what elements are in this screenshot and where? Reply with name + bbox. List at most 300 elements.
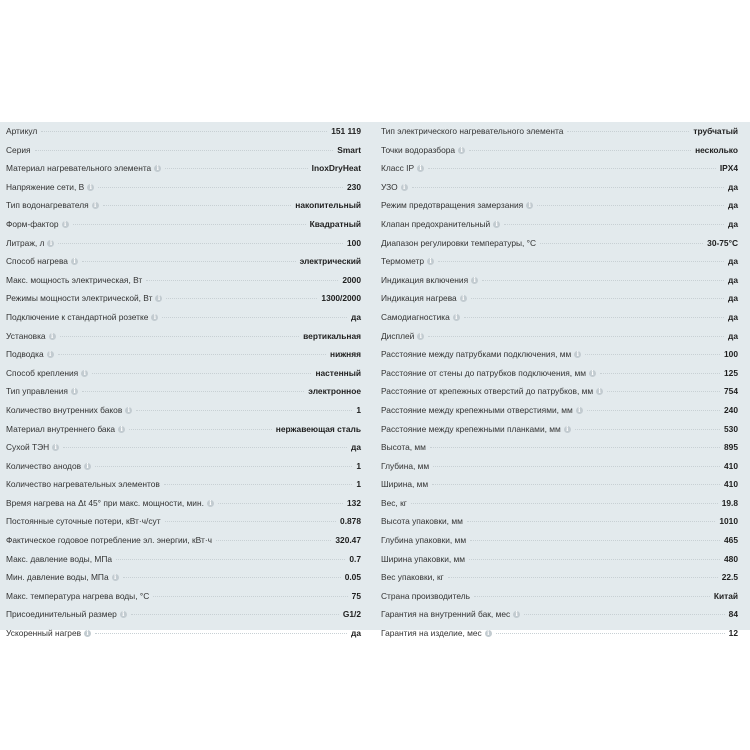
info-icon[interactable]: i: [120, 611, 127, 618]
spec-value: G1/2: [342, 609, 361, 620]
spec-row: [381, 382, 738, 401]
spec-label: [6, 159, 161, 178]
spec-label: [6, 382, 78, 401]
spec-label: [6, 457, 91, 476]
spec-value: 12: [728, 628, 738, 639]
spec-label: [381, 438, 426, 457]
dotted-leader: [438, 261, 724, 263]
spec-label: [381, 271, 478, 290]
dotted-leader: [136, 410, 352, 412]
spec-row: [6, 345, 361, 364]
spec-label: [381, 364, 596, 383]
spec-row: [381, 159, 738, 178]
spec-row: [6, 475, 361, 494]
info-icon[interactable]: i: [427, 258, 434, 265]
spec-label-text: Высота, мм: [381, 442, 426, 453]
spec-label-text: Клапан предохранительный: [381, 218, 491, 229]
dotted-leader: [129, 429, 272, 431]
spec-value: 100: [347, 237, 361, 248]
spec-label-text: Самодиагностика: [381, 311, 450, 322]
spec-label-text: Класс IP: [381, 163, 415, 174]
spec-label: [381, 234, 536, 253]
spec-label-text: Тип управления: [6, 386, 68, 397]
info-icon[interactable]: i: [47, 240, 54, 247]
spec-label: [381, 327, 424, 346]
spec-row: [381, 308, 738, 327]
spec-row: [6, 196, 361, 215]
spec-label: [381, 252, 434, 271]
spec-label-text: Глубина, мм: [381, 460, 430, 471]
spec-row: [6, 178, 361, 197]
info-icon[interactable]: i: [84, 630, 91, 637]
dotted-leader: [60, 336, 299, 338]
dotted-leader: [575, 429, 720, 431]
spec-row: [381, 364, 738, 383]
spec-label-text: Расстояние между крепежными отверстиями, мм: [381, 404, 573, 415]
dotted-leader: [474, 596, 710, 598]
spec-value: электрический: [299, 256, 361, 267]
dotted-leader: [496, 633, 725, 635]
spec-label-text: Количество нагревательных элементов: [6, 479, 160, 490]
spec-value: 480: [724, 553, 738, 564]
spec-label: [6, 289, 162, 308]
spec-label: [381, 457, 429, 476]
spec-value: да: [351, 442, 361, 453]
spec-value: 100: [724, 349, 738, 360]
spec-label-text: Фактическое годовое потребление эл. энергии, кВт·ч: [6, 535, 212, 546]
spec-row: [381, 401, 738, 420]
spec-row: [6, 252, 361, 271]
spec-label: [6, 327, 56, 346]
dotted-leader: [504, 224, 724, 226]
spec-label-text: Постоянные суточные потери, кВт·ч/сут: [6, 516, 161, 527]
info-icon[interactable]: i: [71, 388, 78, 395]
spec-label-text: Тип электрического нагревательного элемента: [381, 126, 564, 136]
spec-value: 132: [347, 497, 361, 508]
spec-label-text: Мин. давление воды, МПа: [6, 572, 109, 583]
info-icon[interactable]: i: [87, 184, 94, 191]
spec-value: 84: [728, 609, 738, 620]
spec-row: [6, 512, 361, 531]
spec-label: [381, 550, 465, 569]
dotted-leader: [537, 205, 724, 207]
spec-value: 22.5: [721, 572, 738, 583]
spec-row: [6, 308, 361, 327]
spec-value: 1: [356, 460, 361, 471]
dotted-leader: [218, 503, 343, 505]
spec-label: [6, 568, 119, 587]
spec-value: 895: [724, 442, 738, 453]
spec-row: [6, 605, 361, 624]
info-icon[interactable]: i: [125, 407, 132, 414]
spec-value: 1: [356, 479, 361, 490]
spec-label: [381, 605, 520, 624]
spec-row: [381, 122, 738, 141]
spec-row: [6, 141, 361, 160]
spec-row: [381, 624, 738, 643]
spec-row: [381, 289, 738, 308]
spec-label: [381, 159, 424, 178]
spec-row: [6, 531, 361, 550]
spec-row: [381, 550, 738, 569]
spec-label-text: УЗО: [381, 181, 398, 192]
spec-value: 151 119: [331, 126, 361, 136]
spec-label-text: Макс. мощность электрическая, Вт: [6, 274, 143, 285]
spec-label: [381, 475, 428, 494]
spec-value: 1300/2000: [321, 293, 361, 304]
spec-value: 410: [724, 479, 738, 490]
spec-label: [6, 196, 99, 215]
spec-value: несколько: [695, 144, 738, 155]
spec-label: [6, 605, 127, 624]
spec-label-text: Форм-фактор: [6, 218, 59, 229]
dotted-leader: [95, 466, 352, 468]
spec-row: [6, 550, 361, 569]
dotted-leader: [162, 317, 347, 319]
dotted-leader: [166, 298, 317, 300]
spec-label-text: Литраж, л: [6, 237, 45, 248]
spec-label-text: Подводка: [6, 349, 44, 360]
info-icon[interactable]: i: [154, 165, 161, 172]
spec-label: [6, 550, 112, 569]
dotted-leader: [35, 150, 333, 152]
dotted-leader: [567, 131, 689, 133]
spec-label-text: Режимы мощности электрической, Вт: [6, 293, 153, 304]
info-icon[interactable]: i: [576, 407, 583, 414]
spec-label: [6, 364, 88, 383]
dotted-leader: [524, 614, 725, 616]
dotted-leader: [92, 373, 311, 375]
spec-value: 1010: [719, 516, 738, 527]
dotted-leader: [585, 354, 720, 356]
spec-label-text: Гарантия на изделие, мес: [381, 628, 482, 639]
spec-row: [6, 420, 361, 439]
info-icon[interactable]: i: [526, 202, 533, 209]
dotted-leader: [411, 503, 718, 505]
dotted-leader: [471, 298, 724, 300]
spec-label: [6, 420, 125, 439]
dotted-leader: [412, 187, 724, 189]
spec-label-text: Расстояние между патрубками подключения, мм: [381, 349, 572, 360]
spec-row: [6, 457, 361, 476]
spec-row: [381, 252, 738, 271]
spec-row: [381, 438, 738, 457]
dotted-leader: [433, 466, 720, 468]
spec-label-text: Серия: [6, 144, 31, 155]
dotted-leader: [82, 391, 304, 393]
spec-label-text: Способ крепления: [6, 367, 79, 378]
dotted-leader: [600, 373, 720, 375]
spec-row: [6, 122, 361, 141]
info-icon[interactable]: i: [574, 351, 581, 358]
spec-label-text: Способ нагрева: [6, 256, 68, 267]
spec-value: нержавеющая сталь: [275, 423, 361, 434]
spec-label-text: Ускоренный нагрев: [6, 628, 82, 639]
info-icon[interactable]: i: [49, 333, 56, 340]
spec-value: InoxDryHeat: [311, 163, 361, 174]
spec-value: да: [728, 181, 738, 192]
info-icon[interactable]: i: [471, 277, 478, 284]
spec-label: [6, 475, 160, 494]
spec-label-text: Материал нагревательного элемента: [6, 163, 152, 174]
spec-label-text: Подключение к стандартной розетке: [6, 311, 149, 322]
spec-row: [381, 512, 738, 531]
info-icon[interactable]: i: [513, 611, 520, 618]
info-icon[interactable]: i: [118, 426, 125, 433]
spec-value: 410: [724, 460, 738, 471]
info-icon[interactable]: i: [112, 574, 119, 581]
spec-row: [6, 568, 361, 587]
spec-value: да: [728, 311, 738, 322]
spec-value: 125: [724, 367, 738, 378]
dotted-leader: [58, 354, 326, 356]
dotted-leader: [607, 391, 720, 393]
spec-row: [381, 420, 738, 439]
spec-row: [6, 289, 361, 308]
spec-row: [381, 215, 738, 234]
spec-label: [381, 141, 465, 160]
specs-column-left: [6, 122, 361, 643]
spec-label-text: Диапазон регулировки температуры, °С: [381, 237, 537, 248]
info-icon[interactable]: i: [155, 295, 162, 302]
dotted-leader: [73, 224, 306, 226]
spec-label-text: Высота упаковки, мм: [381, 516, 463, 527]
info-icon[interactable]: i: [589, 370, 596, 377]
dotted-leader: [467, 521, 715, 523]
spec-value: 0.878: [340, 516, 361, 527]
spec-row: [381, 271, 738, 290]
spec-row: [6, 364, 361, 383]
spec-row: [6, 327, 361, 346]
dotted-leader: [95, 633, 347, 635]
spec-row: [6, 382, 361, 401]
dotted-leader: [165, 168, 308, 170]
spec-label: [6, 122, 37, 141]
spec-value: трубчатый: [693, 126, 738, 136]
spec-value: да: [728, 274, 738, 285]
spec-label: [6, 438, 59, 457]
spec-label-text: Присоединительный размер: [6, 609, 117, 620]
info-icon[interactable]: i: [417, 333, 424, 340]
dotted-leader: [164, 484, 352, 486]
spec-label: [6, 531, 212, 550]
dotted-leader: [464, 317, 724, 319]
spec-label: [381, 401, 583, 420]
spec-label-text: Артикул: [6, 126, 38, 136]
spec-label: [6, 494, 214, 513]
info-icon[interactable]: i: [596, 388, 603, 395]
spec-label: [6, 587, 149, 606]
dotted-leader: [540, 243, 703, 245]
spec-value: 0.05: [344, 572, 361, 583]
spec-value: Квадратный: [309, 218, 361, 229]
spec-label: [6, 308, 158, 327]
spec-row: [6, 159, 361, 178]
dotted-leader: [58, 243, 343, 245]
dotted-leader: [116, 559, 345, 561]
info-icon[interactable]: i: [84, 463, 91, 470]
spec-label: [6, 512, 161, 531]
spec-row: [381, 457, 738, 476]
info-icon[interactable]: i: [62, 221, 69, 228]
spec-label-text: Точки водоразбора: [381, 144, 456, 155]
spec-row: [381, 234, 738, 253]
spec-value: да: [728, 218, 738, 229]
spec-value: 0.7: [349, 553, 361, 564]
dotted-leader: [469, 150, 691, 152]
spec-value: электронное: [308, 386, 361, 397]
spec-label-text: Макс. давление воды, МПа: [6, 553, 113, 564]
spec-label: [381, 196, 533, 215]
spec-label-text: Количество внутренних баков: [6, 404, 123, 415]
spec-label: [381, 512, 463, 531]
spec-value: 530: [724, 423, 738, 434]
spec-label: [6, 345, 54, 364]
dotted-leader: [165, 521, 336, 523]
dotted-leader: [131, 614, 339, 616]
dotted-leader: [98, 187, 343, 189]
spec-label: [381, 531, 466, 550]
spec-row: [381, 196, 738, 215]
info-icon[interactable]: i: [485, 630, 492, 637]
dotted-leader: [448, 577, 718, 579]
spec-label: [6, 624, 91, 643]
spec-value: 230: [347, 181, 361, 192]
specs-panel: [0, 122, 750, 639]
spec-label-text: Дисплей: [381, 330, 415, 341]
spec-value: 754: [724, 386, 738, 397]
spec-label: [381, 382, 603, 401]
spec-row: [6, 234, 361, 253]
spec-row: [6, 587, 361, 606]
spec-label: [6, 401, 132, 420]
spec-label: [381, 178, 408, 197]
spec-label-text: Гарантия на внутренний бак, мес: [381, 609, 511, 620]
spec-row: [381, 494, 738, 513]
spec-value: 75: [351, 590, 361, 601]
spec-label: [6, 252, 78, 271]
dotted-leader: [428, 168, 716, 170]
info-icon[interactable]: i: [92, 202, 99, 209]
spec-row: [381, 345, 738, 364]
spec-label-text: Установка: [6, 330, 46, 341]
spec-row: [381, 568, 738, 587]
spec-label-text: Термометр: [381, 256, 425, 267]
spec-label-text: Макс. температура нагрева воды, °С: [6, 590, 150, 601]
info-icon[interactable]: i: [417, 165, 424, 172]
spec-value: 19.8: [721, 497, 738, 508]
spec-row: [6, 401, 361, 420]
spec-row: [6, 271, 361, 290]
dotted-leader: [63, 447, 347, 449]
spec-row: [381, 141, 738, 160]
spec-value: Китай: [713, 590, 738, 601]
spec-row: [381, 327, 738, 346]
spec-label-text: Вес, кг: [381, 497, 407, 508]
spec-label: [381, 122, 563, 141]
spec-label-text: Глубина упаковки, мм: [381, 535, 467, 546]
spec-label-text: Расстояние между крепежными планками, мм: [381, 423, 561, 434]
spec-value: 320.47: [335, 535, 361, 546]
spec-row: [381, 587, 738, 606]
dotted-leader: [41, 131, 327, 133]
dotted-leader: [587, 410, 720, 412]
spec-label-text: Напряжение сети, В: [6, 181, 85, 192]
spec-value: 2000: [342, 274, 361, 285]
spec-row: [6, 438, 361, 457]
spec-row: [381, 178, 738, 197]
info-icon[interactable]: i: [71, 258, 78, 265]
spec-value: да: [728, 200, 738, 211]
spec-row: [6, 624, 361, 643]
dotted-leader: [470, 540, 720, 542]
spec-label: [381, 587, 470, 606]
info-icon[interactable]: i: [47, 351, 54, 358]
info-icon[interactable]: i: [460, 295, 467, 302]
spec-value: настенный: [315, 367, 361, 378]
info-icon[interactable]: i: [493, 221, 500, 228]
dotted-leader: [430, 447, 720, 449]
spec-label: [6, 178, 94, 197]
spec-value: 1: [356, 404, 361, 415]
spec-value: да: [351, 311, 361, 322]
spec-label-text: Сухой ТЭН: [6, 442, 50, 453]
spec-value: да: [728, 256, 738, 267]
info-icon[interactable]: i: [151, 314, 158, 321]
spec-label: [381, 345, 581, 364]
spec-value: IPX4: [719, 163, 738, 174]
spec-label-text: Вес упаковки, кг: [381, 572, 444, 583]
spec-value: да: [728, 293, 738, 304]
info-icon[interactable]: i: [52, 444, 59, 451]
spec-value: Smart: [337, 144, 361, 155]
spec-label-text: Расстояние от крепежных отверстий до патрубков, мм: [381, 386, 594, 397]
dotted-leader: [146, 280, 338, 282]
info-icon[interactable]: i: [81, 370, 88, 377]
spec-label-text: Материал внутреннего бака: [6, 423, 116, 434]
spec-label-text: Время нагрева на Δt 45° при макс. мощности, мин.: [6, 497, 204, 508]
spec-label-text: Индикация нагрева: [381, 293, 457, 304]
spec-row: [6, 215, 361, 234]
spec-row: [381, 531, 738, 550]
spec-value: да: [351, 628, 361, 639]
spec-label: [381, 494, 407, 513]
spec-label: [6, 234, 54, 253]
spec-label-text: Режим предотвращения замерзания: [381, 200, 524, 211]
dotted-leader: [82, 261, 296, 263]
spec-label: [381, 215, 500, 234]
spec-label: [6, 141, 31, 160]
spec-value: 30-75°С: [707, 237, 738, 248]
spec-value: вертикальная: [303, 330, 361, 341]
dotted-leader: [153, 596, 348, 598]
spec-label: [381, 308, 460, 327]
info-icon[interactable]: i: [453, 314, 460, 321]
dotted-leader: [432, 484, 720, 486]
spec-value: 465: [724, 535, 738, 546]
info-icon[interactable]: i: [207, 500, 214, 507]
spec-row: [381, 475, 738, 494]
spec-label-text: Количество анодов: [6, 460, 82, 471]
dotted-leader: [428, 336, 724, 338]
info-icon[interactable]: i: [458, 147, 465, 154]
spec-label: [381, 289, 467, 308]
dotted-leader: [216, 540, 331, 542]
info-icon[interactable]: i: [401, 184, 408, 191]
info-icon[interactable]: i: [564, 426, 571, 433]
dotted-leader: [469, 559, 720, 561]
spec-label-text: Страна производитель: [381, 590, 470, 601]
